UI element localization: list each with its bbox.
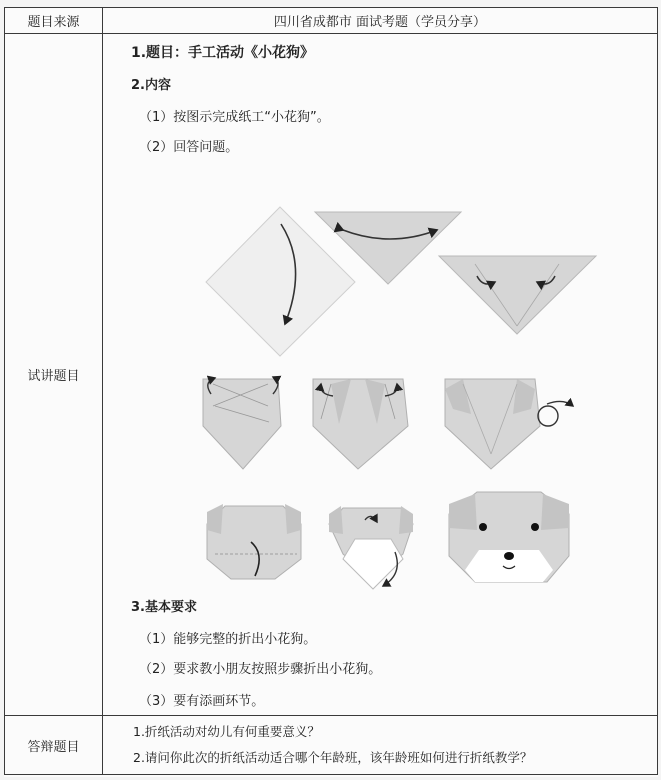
lecture-row xyxy=(5,34,658,716)
step-7-head xyxy=(207,504,301,579)
requirement-3: （3）要有添画环节。 xyxy=(139,694,265,709)
source-label: 题目来源 xyxy=(5,8,103,34)
defense-question-1: 1.折纸活动对幼儿有何重要意义？ xyxy=(133,724,320,739)
step-4-head xyxy=(203,377,281,469)
origami-steps-diagram xyxy=(103,34,658,594)
defense-content xyxy=(103,716,658,775)
requirement-2: （2）要求教小朋友按照步骤折出小花狗。 xyxy=(139,662,382,677)
step-5-head xyxy=(313,379,408,469)
document-sheet xyxy=(4,7,658,777)
source-row xyxy=(5,8,658,34)
content-item-2: （2）回答问题。 xyxy=(139,140,239,155)
lecture-content xyxy=(103,34,658,716)
content-item-1: （1）按图示完成纸工“小花狗”。 xyxy=(139,110,330,125)
source-value: 四川省成都市 面试考题（学员分享） xyxy=(103,8,658,34)
step-3-triangle xyxy=(439,256,596,334)
defense-question-2: 2.请问你此次的折纸活动适合哪个年龄班，该年龄班如何进行折纸教学？ xyxy=(133,750,533,765)
step-8-head xyxy=(329,506,413,589)
lecture-label: 试讲题目 xyxy=(5,34,103,716)
exam-table xyxy=(4,7,658,775)
step-6-head xyxy=(445,379,573,469)
content-heading: 2.内容 xyxy=(131,78,171,93)
step-9-dog-face xyxy=(449,492,569,582)
defense-row xyxy=(5,716,658,775)
defense-label: 答辩题目 xyxy=(5,716,103,775)
topic-heading: 1.题目：手工活动《小花狗》 xyxy=(131,45,315,61)
requirements-heading: 3.基本要求 xyxy=(131,600,197,615)
requirement-1: （1）能够完整的折出小花狗。 xyxy=(139,632,317,647)
